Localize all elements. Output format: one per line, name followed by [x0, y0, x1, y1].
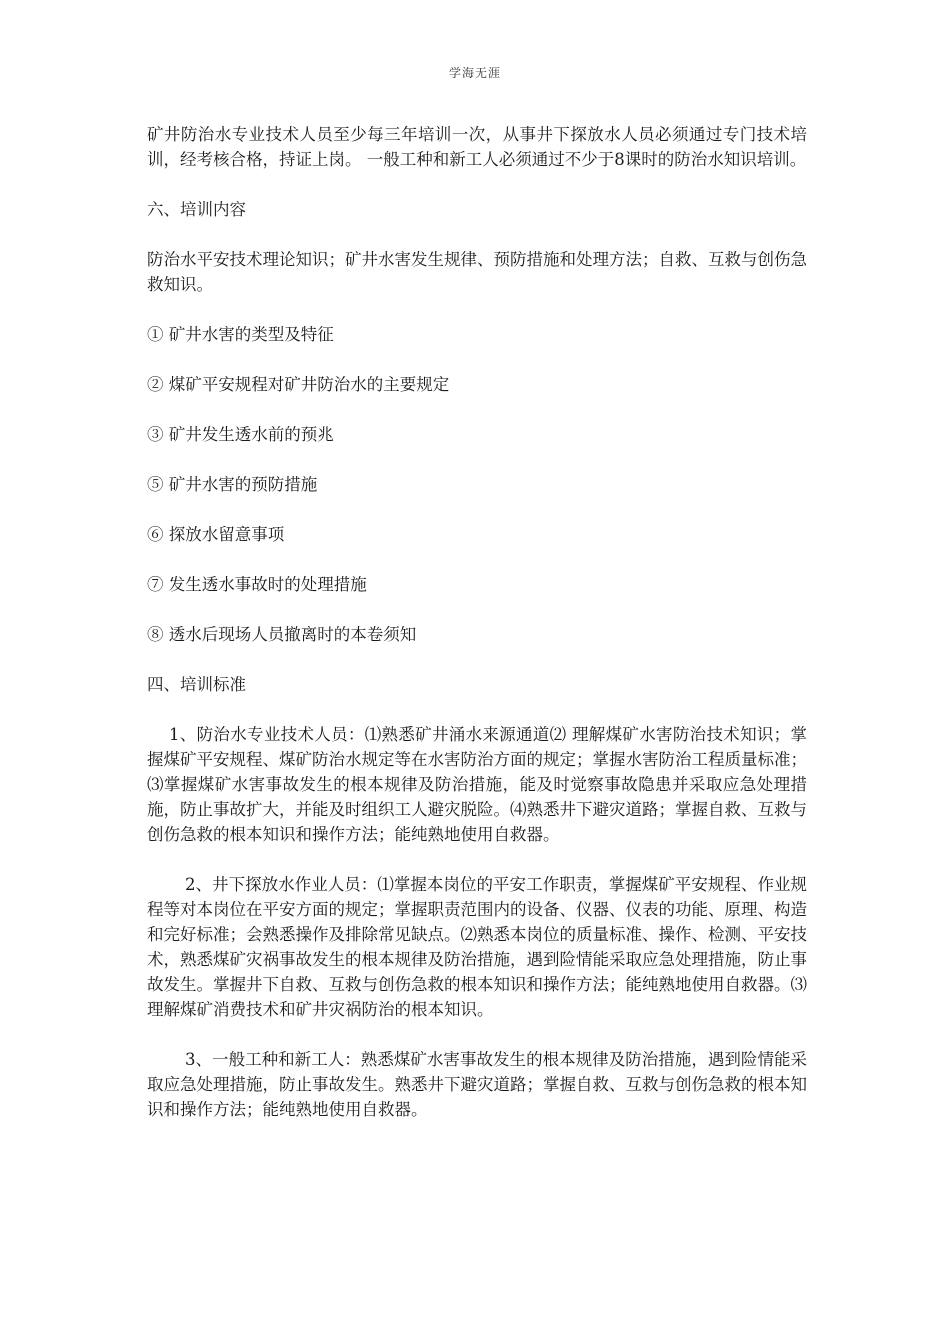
list-item: ① 矿井水害的类型及特征 [147, 325, 334, 344]
list-item: ⑦ 发生透水事故时的处理措施 [147, 575, 367, 594]
training-content-paragraph: 防治水平安技术理论知识；矿井水害发生规律、预防措施和处理方法；自救、互救与创伤急救知识。 [147, 250, 807, 294]
list-item: ③ 矿井发生透水前的预兆 [147, 425, 334, 444]
standard-paragraph-2: 2、井下探放水作业人员：⑴掌握本岗位的平安工作职责，掌握煤矿平安规程、作业规程等对本岗位在平安方面的规定；掌握职责范围内的设备、仪器、仪表的功能、原理、构造和完好标准；会熟悉操作及排除常见缺点。⑵熟悉本岗位的质量标准、操作、检测、平安技术，熟悉煤矿灾祸事故发生的根本规律及防治措施，遇到险情能采取应急处理措施，防止事故发生。掌握井下自救、互救与创伤急救的根本知识和操作方法；能纯熟地使用自救器。⑶ 理解煤矿消费技术和矿井灾祸防治的根本知识。 [147, 875, 807, 1019]
list-item: ⑧ 透水后现场人员撤离时的本卷须知 [147, 625, 417, 644]
intro-paragraph: 矿井防治水专业技术人员至少每三年培训一次，从事井下探放水人员必须通过专门技术培训，经考核合格，持证上岗。 一般工种和新工人必须通过不少于8课时的防治水知识培训。 [147, 125, 807, 169]
list-item: ⑥ 探放水留意事项 [147, 525, 285, 544]
section-heading-training-content: 六、培训内容 [147, 200, 246, 219]
list-item: ⑤ 矿井水害的预防措施 [147, 475, 318, 494]
list-item: ② 煤矿平安规程对矿井防治水的主要规定 [147, 375, 450, 394]
standard-paragraph-1: 1、防治水专业技术人员：⑴熟悉矿井涌水来源通道⑵ 理解煤矿水害防治技术知识；掌握煤矿平安规程、煤矿防治水规定等在水害防治方面的规定；掌握水害防治工程质量标准；⑶掌握煤矿水害事故发生的根本规律及防治措施，能及时觉察事故隐患并采取应急处理措施，防止事故扩大，并能及时组织工人避灾脱险。⑷熟悉井下避灾道路；掌握自救、互救与创伤急救的根本知识和操作方法；能纯熟地使用自救器。 [147, 725, 807, 844]
page-header: 学海无涯 [448, 66, 501, 80]
section-heading-training-standards: 四、培训标准 [147, 675, 246, 694]
document-body [147, 122, 807, 1147]
standard-paragraph-3: 3、一般工种和新工人：熟悉煤矿水害事故发生的根本规律及防治措施，遇到险情能采取应急处理措施，防止事故发生。熟悉井下避灾道路；掌握自救、互救与创伤急救的根本知识和操作方法；能纯熟地使用自救器。 [147, 1050, 807, 1119]
